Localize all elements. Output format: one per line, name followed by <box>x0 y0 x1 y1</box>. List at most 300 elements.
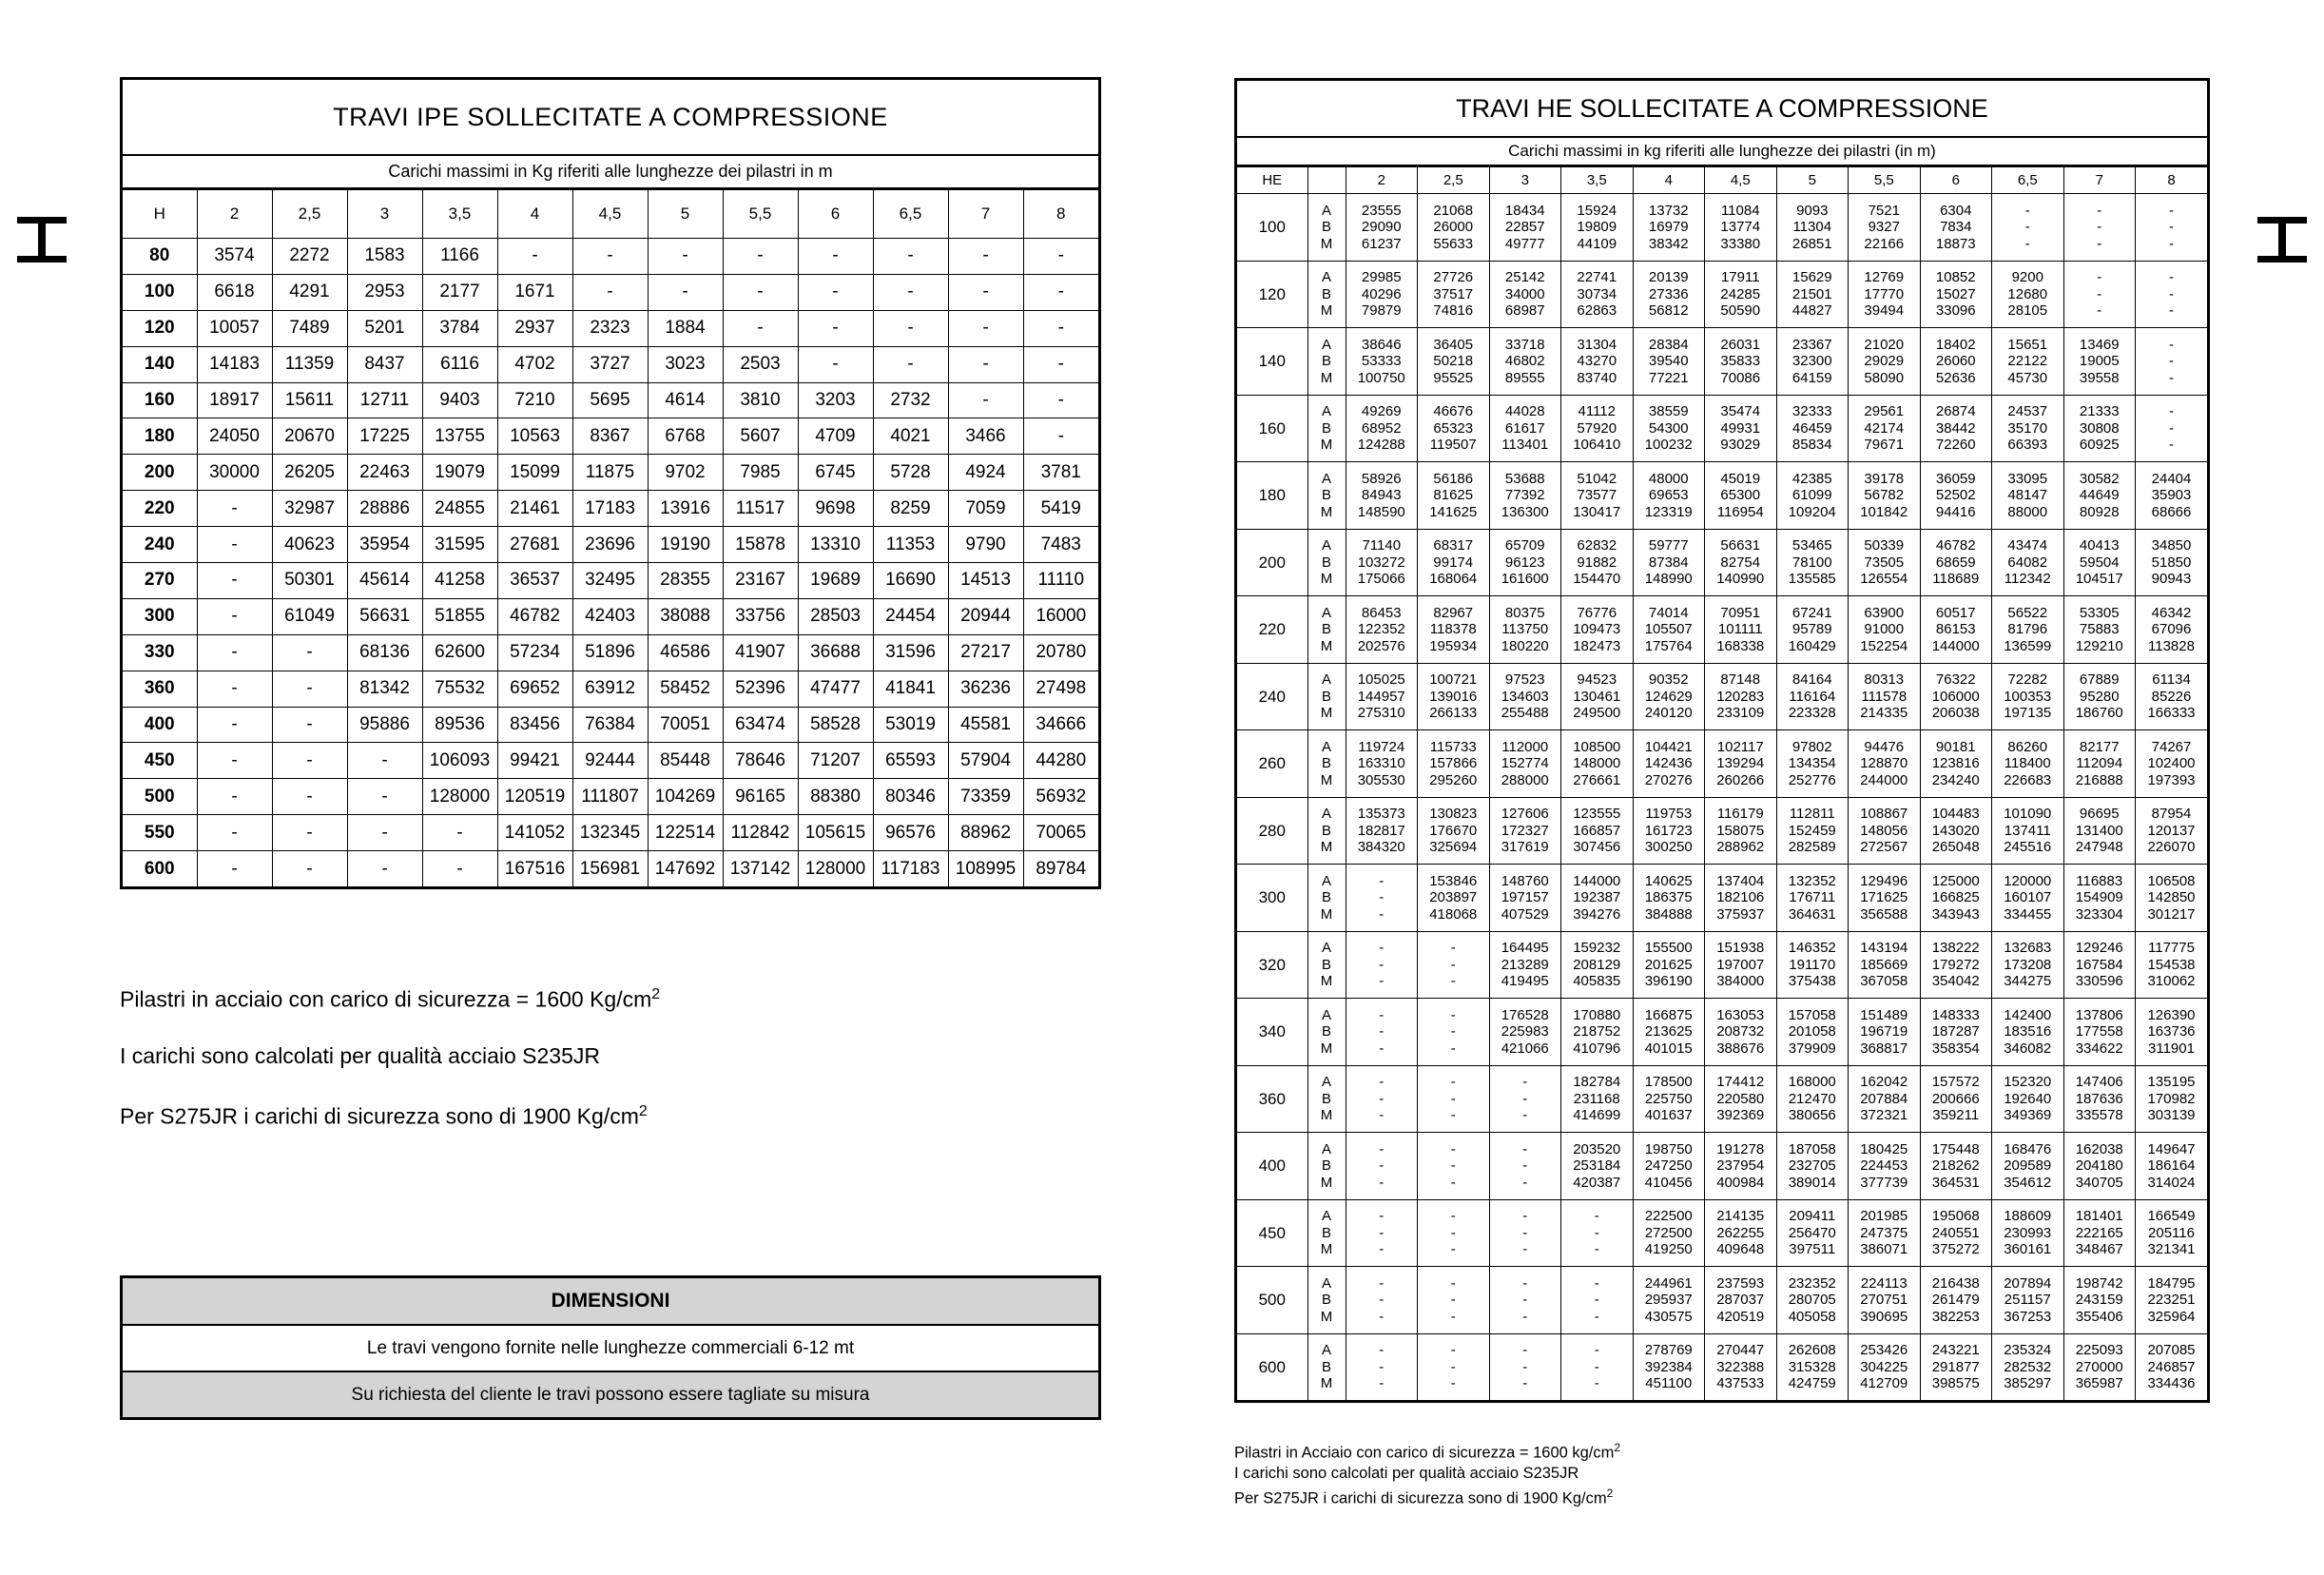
table-row <box>1237 1267 2207 1334</box>
he-load-cell <box>1633 529 1705 596</box>
he-load-value: 52636 <box>1935 369 1976 386</box>
he-load-value: 222165 <box>2075 1224 2123 1241</box>
ipe-load-cell: 11359 <box>272 346 347 382</box>
he-load-value: 95280 <box>2079 688 2120 705</box>
he-load-value: 182106 <box>1716 889 1765 905</box>
ipe-size-cell: 240 <box>123 527 197 563</box>
ipe-load-cell: 106093 <box>422 743 497 779</box>
he-load-cell <box>1633 1065 1705 1133</box>
he-load-cell <box>1992 999 2064 1066</box>
he-load-value: 19005 <box>2079 353 2120 369</box>
ipe-load-cell: 33756 <box>723 598 798 634</box>
he-load-value: 243221 <box>1931 1342 1980 1358</box>
he-load-value: 100232 <box>1644 437 1693 453</box>
he-load-cell <box>1489 261 1561 328</box>
he-type-label: B <box>1321 487 1331 503</box>
i-beam-icon <box>17 217 67 262</box>
he-load-value: 182473 <box>1573 637 1621 654</box>
ipe-load-cell: 47477 <box>798 671 873 707</box>
he-load-value: 226683 <box>2004 771 2052 788</box>
he-load-value: 34000 <box>1504 285 1545 302</box>
he-load-cell <box>1776 999 1849 1066</box>
he-load-value: 100353 <box>2004 688 2052 705</box>
he-load-value: 186164 <box>2147 1157 2196 1174</box>
he-load-value: 130461 <box>1573 688 1621 705</box>
ipe-load-cell: 141052 <box>497 815 572 851</box>
he-load-value: 325964 <box>2147 1308 2196 1325</box>
he-load-cell <box>1418 1333 1490 1400</box>
he-type-cell <box>1307 1133 1346 1200</box>
ipe-load-cell: 13916 <box>648 491 723 527</box>
he-load-value: - <box>1594 1224 1599 1241</box>
he-load-value: 15629 <box>1791 269 1832 285</box>
table-row <box>123 346 1098 382</box>
he-load-value: 186760 <box>2075 705 2123 721</box>
he-load-value: 225750 <box>1644 1090 1693 1107</box>
ipe-load-cell: 2177 <box>422 274 497 310</box>
he-load-cell <box>1346 797 1418 865</box>
ipe-load-cell: 13755 <box>422 418 497 455</box>
he-load-value: 243159 <box>2075 1292 2123 1308</box>
he-load-value: 20139 <box>1648 269 1689 285</box>
ipe-size-cell: 270 <box>123 563 197 599</box>
he-load-value: 86153 <box>1935 621 1976 637</box>
he-load-value: 60925 <box>2079 437 2120 453</box>
he-load-value: 163053 <box>1716 1006 1765 1023</box>
he-load-value: 270447 <box>1716 1342 1765 1358</box>
he-load-value: 151938 <box>1716 940 1765 956</box>
he-type-label: A <box>1321 1006 1331 1023</box>
he-load-value: 50218 <box>1433 353 1474 369</box>
he-load-value: 89555 <box>1504 369 1545 386</box>
he-type-label: M <box>1320 705 1333 721</box>
he-load-value: 72260 <box>1935 437 1976 453</box>
he-load-value: 11304 <box>1792 219 1832 235</box>
he-load-value: - <box>2169 285 2174 302</box>
ipe-load-cell: 5728 <box>873 455 948 491</box>
he-load-value: 46802 <box>1504 353 1545 369</box>
he-load-value: 99174 <box>1433 554 1474 571</box>
he-load-value: 24285 <box>1720 285 1761 302</box>
he-load-value: 87148 <box>1720 671 1761 688</box>
he-load-value: 195934 <box>1429 637 1478 654</box>
he-load-value: 144000 <box>1931 637 1980 654</box>
he-load-value: - <box>1450 1241 1456 1257</box>
he-load-value: 38342 <box>1648 235 1689 252</box>
he-load-value: 368817 <box>1860 1040 1908 1057</box>
he-type-label: M <box>1320 1107 1333 1123</box>
he-load-value: 400984 <box>1716 1174 1765 1191</box>
he-load-cell <box>2063 395 2136 462</box>
he-load-value: 232705 <box>1788 1157 1836 1174</box>
he-load-cell <box>1920 797 1992 865</box>
he-load-value: 96123 <box>1504 554 1545 571</box>
he-load-value: 424759 <box>1788 1375 1836 1391</box>
ipe-load-cell: - <box>723 274 798 310</box>
he-load-value: 157572 <box>1931 1074 1980 1090</box>
he-load-cell <box>2136 999 2208 1066</box>
he-load-value: - <box>1450 1023 1456 1040</box>
he-load-cell <box>1346 730 1418 798</box>
he-load-value: 192387 <box>1573 889 1621 905</box>
dimensions-title: DIMENSIONI <box>123 1278 1098 1326</box>
ipe-load-cell: 65593 <box>873 743 948 779</box>
he-load-value: - <box>2169 369 2174 386</box>
he-header-cell: 2,5 <box>1418 167 1490 194</box>
ipe-load-cell: 7059 <box>948 491 1023 527</box>
he-load-value: - <box>1522 1074 1528 1090</box>
table-row <box>1237 1065 2207 1133</box>
ipe-header-cell: H <box>123 190 197 239</box>
he-load-value: 87384 <box>1648 554 1689 571</box>
he-load-value: 405835 <box>1573 973 1621 989</box>
he-load-cell <box>2136 865 2208 932</box>
he-load-value: 220580 <box>1716 1090 1765 1107</box>
ipe-load-cell: - <box>197 563 272 599</box>
he-load-value: 155500 <box>1644 940 1693 956</box>
he-load-cell <box>2136 730 2208 798</box>
he-load-value: 18434 <box>1504 202 1545 219</box>
he-load-cell <box>1776 328 1849 396</box>
he-load-value: 414699 <box>1573 1107 1621 1123</box>
he-load-value: 30808 <box>2079 419 2120 437</box>
he-load-value: 256470 <box>1788 1224 1836 1241</box>
ipe-load-cell: - <box>873 239 948 275</box>
ipe-load-cell: 6768 <box>648 418 723 455</box>
he-load-value: 94523 <box>1577 671 1617 688</box>
ipe-load-cell: 70065 <box>1023 815 1098 851</box>
ipe-load-cell: - <box>723 310 798 346</box>
he-load-value: 102400 <box>2147 755 2196 771</box>
he-load-cell <box>1849 797 1921 865</box>
he-load-value: 119753 <box>1645 806 1693 822</box>
he-load-cell <box>1992 1333 2064 1400</box>
he-load-value: 420519 <box>1716 1308 1765 1325</box>
he-type-label: B <box>1321 419 1331 437</box>
dimensions-line-lengths: Le travi vengono fornite nelle lunghezze commerciali 6-12 mt <box>123 1326 1098 1372</box>
he-load-cell <box>2063 1133 2136 1200</box>
he-load-cell <box>2136 596 2208 664</box>
he-load-cell <box>1849 999 1921 1066</box>
he-load-value: 104421 <box>1644 738 1693 755</box>
he-load-value: 101111 <box>1717 621 1763 637</box>
ipe-load-cell: 96576 <box>873 815 948 851</box>
he-load-value: 53333 <box>1361 353 1402 369</box>
he-load-cell <box>1776 1333 1849 1400</box>
he-load-value: 94476 <box>1864 738 1905 755</box>
he-load-value: 157058 <box>1788 1006 1836 1023</box>
he-load-cell <box>1920 529 1992 596</box>
he-load-cell <box>1992 261 2064 328</box>
he-load-value: - <box>1379 1208 1385 1224</box>
he-load-value: 203897 <box>1429 889 1478 905</box>
ipe-load-cell: 3810 <box>723 382 798 418</box>
ipe-load-cell: 117183 <box>873 851 948 886</box>
ipe-load-cell: - <box>798 310 873 346</box>
ipe-load-cell: 112842 <box>723 815 798 851</box>
he-load-value: 385297 <box>2004 1375 2052 1391</box>
he-load-value: 348467 <box>2075 1241 2123 1257</box>
he-load-value: 204180 <box>2075 1157 2123 1174</box>
he-type-label: M <box>1320 839 1333 855</box>
he-load-value: 401015 <box>1644 1040 1693 1057</box>
he-load-cell <box>1920 1333 1992 1400</box>
he-load-value: 56186 <box>1433 470 1474 487</box>
ipe-load-cell: 41907 <box>723 634 798 671</box>
he-load-cell <box>1705 999 1777 1066</box>
he-load-value: - <box>1450 1006 1456 1023</box>
ipe-load-cell: 2953 <box>347 274 422 310</box>
he-load-cell <box>1418 1199 1490 1267</box>
ipe-load-cell: - <box>422 851 497 886</box>
he-load-cell <box>1561 1333 1634 1400</box>
he-load-value: 224453 <box>1860 1157 1908 1174</box>
he-load-value: - <box>1522 1308 1528 1325</box>
he-load-value: 419495 <box>1501 973 1549 989</box>
he-load-value: 265048 <box>1931 839 1980 855</box>
he-load-value: 42385 <box>1791 470 1832 487</box>
ipe-load-cell: - <box>272 815 347 851</box>
he-type-label: B <box>1321 1224 1331 1241</box>
he-load-value: 405058 <box>1788 1308 1836 1325</box>
he-load-value: - <box>1450 1208 1456 1224</box>
he-load-value: 35170 <box>2007 419 2048 437</box>
ipe-load-cell: 20670 <box>272 418 347 455</box>
he-load-value: 135195 <box>2147 1074 2196 1090</box>
he-load-value: 73505 <box>1864 554 1905 571</box>
ipe-load-cell: 51896 <box>572 634 648 671</box>
ipe-load-cell: 4021 <box>873 418 948 455</box>
dimensions-box <box>120 1275 1101 1420</box>
he-load-value: 22857 <box>1504 219 1545 235</box>
table-row <box>123 598 1098 634</box>
ipe-size-cell: 140 <box>123 346 197 382</box>
he-header-cell: 2 <box>1346 167 1418 194</box>
ipe-load-cell: 26205 <box>272 455 347 491</box>
ipe-load-cell: - <box>948 382 1023 418</box>
he-load-value: 354042 <box>1931 973 1980 989</box>
he-load-value: 397511 <box>1789 1241 1836 1257</box>
he-load-value: 419250 <box>1644 1241 1693 1257</box>
he-load-value: 130417 <box>1573 503 1621 520</box>
he-load-value: 17770 <box>1864 285 1905 302</box>
he-load-value: 175764 <box>1644 637 1693 654</box>
ipe-load-cell: 13310 <box>798 527 873 563</box>
he-load-value: - <box>1522 1208 1528 1224</box>
he-load-cell <box>1776 931 1849 999</box>
ipe-load-cell: - <box>1023 274 1098 310</box>
ipe-load-cell: 2323 <box>572 310 648 346</box>
he-load-value: - <box>1450 1140 1456 1157</box>
he-load-value: 109204 <box>1788 503 1836 520</box>
he-load-cell <box>1346 1199 1418 1267</box>
ipe-load-cell: 105615 <box>798 815 873 851</box>
he-load-value: 375272 <box>1931 1241 1980 1257</box>
he-load-value: 51850 <box>2151 554 2192 571</box>
he-load-value: 140625 <box>1644 872 1693 889</box>
he-load-value: 349369 <box>2004 1107 2052 1123</box>
ipe-header-cell: 5,5 <box>723 190 798 239</box>
ipe-load-cell: 11875 <box>572 455 648 491</box>
he-load-value: 232352 <box>1788 1274 1836 1292</box>
ipe-load-cell: 15099 <box>497 455 572 491</box>
he-load-value: 102117 <box>1716 738 1764 755</box>
he-load-value: 412709 <box>1860 1375 1908 1391</box>
he-load-value: 23367 <box>1791 336 1832 353</box>
he-load-value: 28105 <box>2007 302 2048 319</box>
he-load-value: 123816 <box>1931 755 1980 771</box>
he-load-value: 148990 <box>1644 571 1693 587</box>
ipe-load-cell: 2503 <box>723 346 798 382</box>
he-load-value: - <box>2097 235 2102 252</box>
he-load-value: - <box>1379 1308 1385 1325</box>
ipe-load-cell: 16000 <box>1023 598 1098 634</box>
he-load-cell <box>2063 865 2136 932</box>
ipe-load-cell: 17225 <box>347 418 422 455</box>
he-load-value: 116883 <box>2076 872 2123 889</box>
he-load-value: 240551 <box>1931 1224 1980 1241</box>
he-load-value: 178500 <box>1644 1074 1693 1090</box>
he-load-value: 216438 <box>1931 1274 1980 1292</box>
he-load-value: 288962 <box>1716 839 1765 855</box>
he-load-value: - <box>1522 1224 1528 1241</box>
ipe-size-cell: 220 <box>123 491 197 527</box>
he-load-value: 21068 <box>1433 202 1474 219</box>
he-load-value: 218262 <box>1931 1157 1980 1174</box>
he-load-cell <box>2063 797 2136 865</box>
ipe-load-cell: - <box>798 239 873 275</box>
he-load-value: 112000 <box>1501 738 1549 755</box>
he-load-value: 94416 <box>1935 503 1976 520</box>
ipe-load-cell: 4709 <box>798 418 873 455</box>
he-load-value: 388676 <box>1716 1040 1765 1057</box>
he-load-cell <box>1346 1267 1418 1334</box>
he-load-value: 112342 <box>2004 571 2051 587</box>
he-load-value: 93029 <box>1720 437 1761 453</box>
ipe-load-cell: - <box>1023 346 1098 382</box>
he-load-value: 195068 <box>1931 1208 1980 1224</box>
he-load-value: 367058 <box>1860 973 1908 989</box>
he-load-value: 17911 <box>1720 269 1760 285</box>
he-type-label: M <box>1320 571 1333 587</box>
he-load-value: 35474 <box>1720 403 1761 419</box>
he-load-cell <box>1920 596 1992 664</box>
he-load-value: 384320 <box>1357 839 1405 855</box>
ipe-load-cell: - <box>572 239 648 275</box>
he-load-cell <box>2136 328 2208 396</box>
he-load-value: 27726 <box>1433 269 1474 285</box>
he-load-value: 149647 <box>2147 1140 2196 1157</box>
he-load-value: 334622 <box>2075 1040 2123 1057</box>
ipe-load-cell: 3784 <box>422 310 497 346</box>
he-load-value: 261479 <box>1931 1292 1980 1308</box>
ipe-load-cell: 28355 <box>648 563 723 599</box>
ipe-size-cell: 180 <box>123 418 197 455</box>
he-load-value: 120000 <box>2004 872 2052 889</box>
he-load-value: 39558 <box>2079 369 2120 386</box>
he-load-value: 45019 <box>1720 470 1761 487</box>
he-load-cell <box>1992 1133 2064 1200</box>
he-load-value: 126390 <box>2147 1006 2196 1023</box>
he-load-value: 270000 <box>2075 1358 2123 1375</box>
he-load-value: 170880 <box>1573 1006 1621 1023</box>
he-load-value: 152254 <box>1860 637 1908 654</box>
he-size-cell: 260 <box>1237 730 1307 798</box>
ipe-load-cell: 9702 <box>648 455 723 491</box>
he-load-value: 390695 <box>1860 1308 1908 1325</box>
he-load-value: 209411 <box>1789 1208 1836 1224</box>
he-load-value: 175066 <box>1357 571 1405 587</box>
he-load-value: 82754 <box>1720 554 1761 571</box>
he-load-value: 223328 <box>1788 705 1836 721</box>
he-load-value: 13732 <box>1648 202 1689 219</box>
he-load-value: 135585 <box>1788 571 1836 587</box>
he-header-cell: 4 <box>1633 167 1705 194</box>
he-load-value: 162042 <box>1860 1074 1908 1090</box>
ipe-load-cell: 6618 <box>197 274 272 310</box>
he-load-cell <box>2063 1267 2136 1334</box>
he-load-value: 40296 <box>1361 285 1402 302</box>
he-load-value: 52502 <box>1935 487 1976 503</box>
he-load-value: 129246 <box>2075 940 2123 956</box>
he-load-value: 161600 <box>1501 571 1549 587</box>
he-size-cell: 280 <box>1237 797 1307 865</box>
he-load-value: 144957 <box>1357 688 1405 705</box>
he-load-value: 116179 <box>1716 806 1764 822</box>
he-load-cell <box>1992 865 2064 932</box>
ipe-load-cell: 23696 <box>572 527 648 563</box>
ipe-load-cell: 96165 <box>723 779 798 815</box>
he-load-cell <box>1849 931 1921 999</box>
he-type-cell <box>1307 1333 1346 1400</box>
he-load-cell <box>1633 596 1705 664</box>
ipe-load-cell: 2937 <box>497 310 572 346</box>
he-load-value: 72282 <box>2007 671 2048 688</box>
he-load-value: 38646 <box>1361 336 1402 353</box>
ipe-load-cell: - <box>197 707 272 743</box>
ipe-header-cell: 4,5 <box>572 190 648 239</box>
he-load-value: - <box>1379 905 1385 923</box>
he-load-value: 33718 <box>1504 336 1545 353</box>
ipe-load-cell: 156981 <box>572 851 648 886</box>
he-load-value: 218752 <box>1573 1023 1621 1040</box>
he-load-value: 160107 <box>2004 889 2052 905</box>
he-load-cell <box>1776 395 1849 462</box>
ipe-load-cell: 132345 <box>572 815 648 851</box>
ipe-load-cell: 3727 <box>572 346 648 382</box>
he-load-cell <box>1849 865 1921 932</box>
ipe-load-cell: 45614 <box>347 563 422 599</box>
he-load-cell <box>2063 730 2136 798</box>
he-load-value: 184795 <box>2147 1274 2196 1292</box>
he-load-value: 384000 <box>1716 973 1765 989</box>
he-type-cell <box>1307 1267 1346 1334</box>
table-row <box>1237 865 2207 932</box>
table-row <box>123 851 1098 886</box>
he-header-cell: 5 <box>1776 167 1849 194</box>
he-load-value: 134603 <box>1501 688 1549 705</box>
he-load-value: 205116 <box>2148 1224 2195 1241</box>
ipe-load-cell: - <box>347 851 422 886</box>
he-load-value: 382253 <box>1931 1308 1980 1325</box>
table-row <box>123 527 1098 563</box>
he-load-value: 198750 <box>1644 1140 1693 1157</box>
he-load-value: 67889 <box>2079 671 2120 688</box>
he-load-value: 90352 <box>1648 671 1689 688</box>
he-load-value: 213289 <box>1501 956 1549 973</box>
he-load-value: 124629 <box>1644 688 1693 705</box>
table-row <box>1237 596 2207 664</box>
